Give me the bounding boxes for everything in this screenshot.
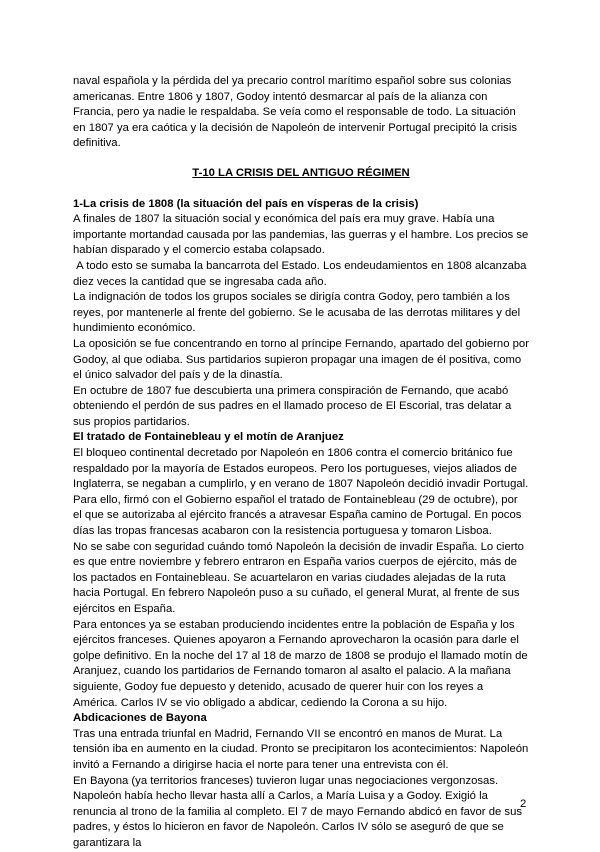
page-number: 2: [520, 798, 527, 810]
page-content: [73, 74, 529, 852]
section1-heading: 1-La crisis de 1808 (la situación del país en vísperas de la crisis): [73, 197, 419, 210]
section2-paragraph: No se sabe con seguridad cuándo tomó Napoleón la decisión de invadir España. Lo cierto es que entre noviembre y febrero entraron en España varios cuerpos de ejército, más de los pactados en Fontainebleau. Se acuartelaron en varias ciudades alejadas de la ruta hacia Portugal. En febrero Napoleón puso a su cuñado, el general Murat, al frente de sus ejércitos en España.: [73, 540, 524, 615]
section3-paragraph: En Bayona (ya territorios franceses) tuvieron lugar unas negociaciones vergonzosas. Napoleón había hecho llevar hasta allí a Carlos, a María Luisa y a Godoy. Exigió la renuncia al trono de la familia al completo. El 7 de mayo Fernando abdicó en favor de sus padres, y éstos lo hicieron en favor de Napoleón. Carlos IV sólo se aseguró de que se garantizara la: [73, 774, 522, 849]
section1-paragraph: En octubre de 1807 fue descubierta una primera conspiración de Fernando, que acabó obteniendo el perdón de sus padres en el llamado proceso de El Escorial, tras delatar a sus propios partidarios.: [73, 384, 512, 428]
section1-paragraph: A todo esto se sumaba la bancarrota del Estado. Los endeudamientos en 1808 alcanzaba diez veces la cantidad que se ingresaba cada año.: [73, 259, 530, 288]
section3-heading: Abdicaciones de Bayona: [73, 712, 207, 725]
section2-paragraph: Para entonces ya se estaban produciendo incidentes entre la población de España y los ejércitos franceses. Quienes apoyaron a Fernando aprovecharon la ocasión para darle el golpe definitivo. En la noche del 17 al 18 de marzo de 1808 se produjo el llamado motín de Aranjuez, cuando los partidarios de Fernando tomaron al asalto el palacio. A la mañana siguiente, Godoy fue depuesto y detenido, acusado de querer huir con los reyes a América. Carlos IV se vio obligado a abdicar, cediendo la Corona a su hijo.: [73, 618, 528, 709]
section2-paragraph: El bloqueo continental decretado por Napoleón en 1806 contra el comercio británico fue respaldado por la mayoría de Estados europeos. Pero los portugueses, viejos aliados de Inglaterra, se negaban a cumplirlo, y en verano de 1807 Napoleón decidió invadir Portugal. Para ello, firmó con el Gobierno español el tratado de Fontainebleau (29 de octubre), por el que se autorizaba al ejército francés a atravesar España camino de Portugal. En pocos días las tropas francesas acabaron con la resistencia portuguesa y tomaron Lisboa.: [73, 447, 529, 538]
section3-paragraph: Tras una entrada triunfal en Madrid, Fernando VII se encontró en manos de Murat. La tensión iba en aumento en la ciudad. Pronto se precipitaron los acontecimientos: Napoleón invitó a Fernando a dirigirse hacia el norte para tener una entrevista con él.: [73, 727, 529, 771]
section1-paragraph: La indignación de todos los grupos sociales se dirigía contra Godoy, pero también a los reyes, por mantenerle al frente del gobierno. Se le acusaba de las derrotas militares y del hundimiento económico.: [73, 291, 521, 335]
section2-heading: El tratado de Fontainebleau y el motín de Aranjuez: [73, 431, 344, 444]
section1-paragraph: A finales de 1807 la situación social y económica del país era muy grave. Había una importante mortandad causada por las pandemias, las guerras y el hambre. Los precios se habían disparado y el comercio estaba colapsado.: [73, 213, 529, 257]
section1-paragraph: La oposición se fue concentrando en torno al príncipe Fernando, apartado del gobierno por Godoy, al que odiaba. Sus partidarios supieron propagar una imagen de él positiva, como el único salvador del país y de la dinastía.: [73, 337, 529, 382]
intro-paragraph: naval española y la pérdida del ya precario control marítimo español sobre sus colonias americanas. Entre 1806 y 1807, Godoy intentó desmarcar al país de la alianza con Francia, pero ya nadie le respaldaba. Se veía como el responsable de todo. La situación en 1807 ya era caótica y la decisión de Napoleón de intervenir Portugal precipitó la crisis definitiva.: [73, 75, 517, 150]
chapter-title: T-10 LA CRISIS DEL ANTIGUO RÉGIMEN: [192, 166, 410, 179]
